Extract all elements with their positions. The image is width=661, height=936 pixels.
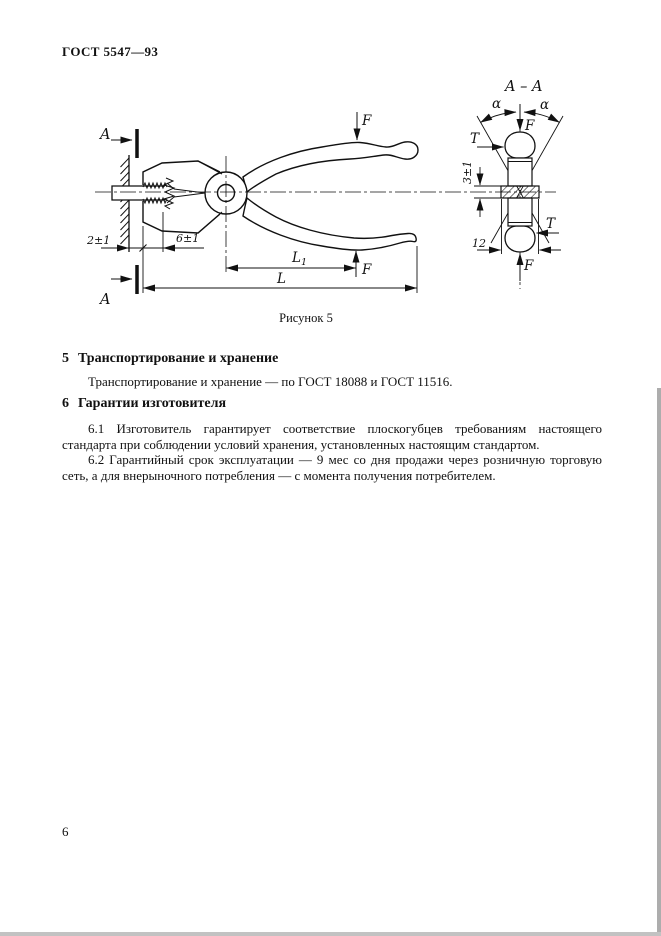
upper-handle: [243, 142, 418, 192]
section-mark-label-bottom: A: [100, 292, 111, 308]
document-number: ГОСТ 5547—93: [62, 44, 159, 59]
force-arrows: [356, 112, 357, 277]
upper-handle-section: [505, 132, 535, 158]
angle-label-right: α: [540, 97, 550, 113]
lower-handle-section: [505, 226, 535, 252]
page-edge-right: [657, 388, 661, 936]
lower-handle: [243, 198, 416, 250]
dim-3-label: 3±1: [461, 160, 474, 184]
dim-12-label: 12: [472, 237, 486, 250]
thrust-label-right: T: [546, 216, 556, 232]
pliers-drawing-svg: [0, 0, 661, 330]
wall-hatching: [121, 155, 130, 252]
page-number: 6: [62, 824, 69, 839]
section-cut-marks: [111, 129, 137, 294]
section-6-paragraph-1: 6.1 Изготовитель гарантирует соответствие плоскогубцев требованиям настоящего стандарта при соблюдении условий хранения, установленных настоящим стандартом.: [62, 421, 602, 452]
section-number: 6: [62, 396, 69, 411]
dim-l-label: L: [277, 271, 286, 287]
pliers-handles: [243, 142, 418, 250]
dim-2-label: 2±1: [87, 234, 111, 247]
section-force-label-top: F: [525, 118, 535, 134]
section-view-a-a: [461, 79, 563, 289]
main-view: [86, 112, 556, 308]
section-title: Транспортирование и хранение: [78, 351, 279, 366]
figure-5-technical-drawing: [0, 0, 661, 330]
section-6-paragraph-2: 6.2 Гарантийный срок эксплуатации — 9 мес со дня продажи через розничную торговую сеть, а для внерыночного потребления — с момента получения потребителем.: [62, 452, 602, 483]
gripped-plate-section: [501, 186, 539, 198]
section-5-paragraph: Транспортирование и хранение — по ГОСТ 18088 и ГОСТ 11516.: [88, 374, 453, 389]
section-title: Гарантии изготовителя: [78, 396, 227, 411]
centerlines: [95, 156, 556, 272]
gripped-rod: [112, 186, 165, 200]
section-5-heading: [62, 351, 602, 367]
section-force-label-bottom: F: [524, 258, 534, 274]
page-edge-bottom: [0, 932, 661, 936]
thrust-label-left: T: [470, 131, 480, 147]
figure-caption: Рисунок 5: [279, 311, 333, 325]
section-view-title: A – A: [505, 79, 543, 95]
dim-6-label: 6±1: [176, 232, 200, 245]
force-label-bottom: F: [362, 262, 372, 278]
force-label-top: F: [362, 113, 372, 129]
angle-label-left: α: [492, 96, 502, 112]
dim-l1-label: $L_1$: [292, 250, 308, 268]
section-mark-label-top: A: [100, 127, 111, 143]
section-number: 5: [62, 351, 69, 366]
section-6-heading: [62, 396, 602, 412]
